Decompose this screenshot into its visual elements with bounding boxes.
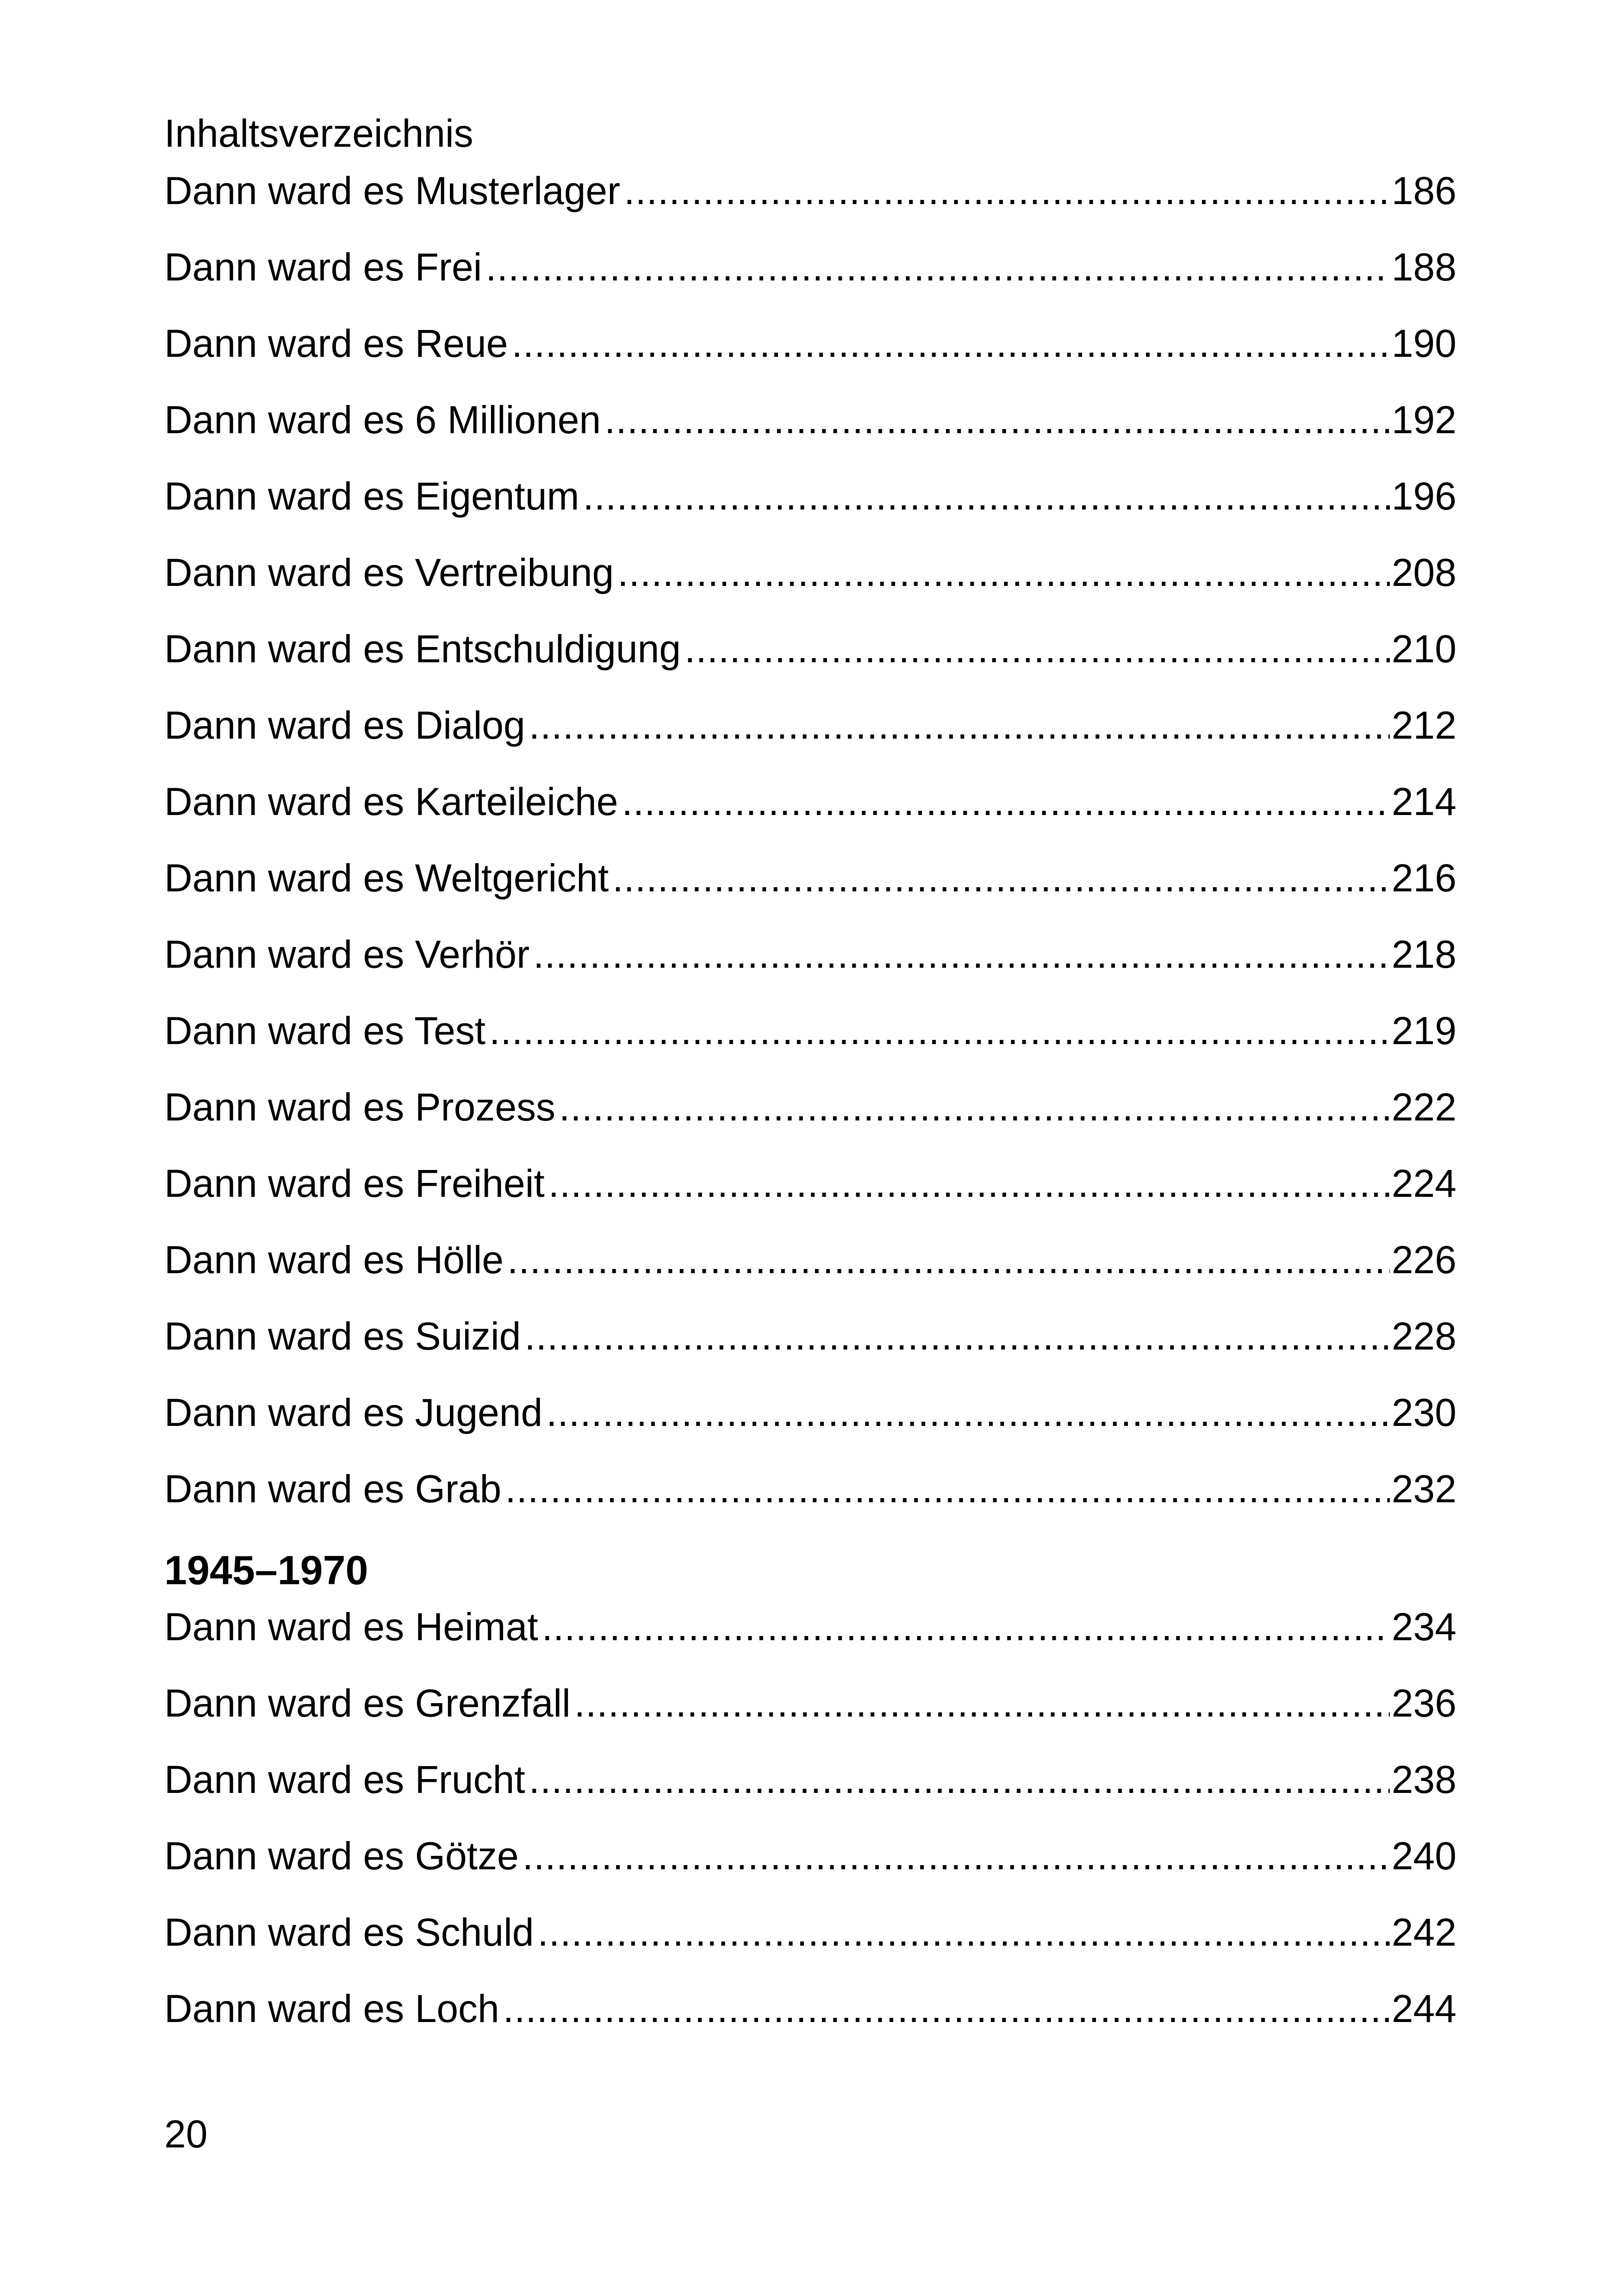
dot-leader xyxy=(622,776,1390,827)
toc-entry-title: Dann ward es Karteileiche xyxy=(164,780,618,823)
toc-entry-title: Dann ward es Eigentum xyxy=(164,474,579,518)
dot-leader xyxy=(529,700,1390,751)
toc-entry xyxy=(164,1463,1456,1514)
dot-leader xyxy=(624,165,1390,216)
toc-entry-page: 186 xyxy=(1391,169,1456,212)
toc-entry-title: Dann ward es Freiheit xyxy=(164,1162,545,1205)
toc-entry-page: 238 xyxy=(1391,1758,1456,1801)
dot-leader xyxy=(489,1005,1390,1056)
dot-leader xyxy=(548,1158,1390,1209)
toc-entry xyxy=(164,394,1456,445)
toc-entry-title: Dann ward es Frei xyxy=(164,245,482,289)
dot-leader xyxy=(537,1907,1389,1958)
toc-entry-page: 219 xyxy=(1391,1009,1456,1052)
toc-entry-title: Dann ward es Dialog xyxy=(164,703,525,747)
section-heading: 1945–1970 xyxy=(164,1547,368,1593)
toc-entry-page: 242 xyxy=(1391,1910,1456,1954)
toc-entry-title: Dann ward es Musterlager xyxy=(164,169,621,212)
toc-entry xyxy=(164,1082,1456,1132)
toc-entry-page: 216 xyxy=(1391,856,1456,900)
toc-entry xyxy=(164,1387,1456,1438)
dot-leader xyxy=(542,1601,1390,1652)
toc-entry xyxy=(164,318,1456,369)
toc-entry xyxy=(164,1983,1456,2034)
toc-entry-page: 240 xyxy=(1391,1834,1456,1878)
toc-entry-page: 212 xyxy=(1391,703,1456,747)
toc-entry xyxy=(164,1678,1456,1729)
toc-entry-page: 228 xyxy=(1391,1314,1456,1358)
dot-leader xyxy=(503,1983,1390,2034)
toc-entry xyxy=(164,700,1456,751)
toc-entry-page: 218 xyxy=(1391,933,1456,976)
toc-entry xyxy=(164,1754,1456,1805)
toc-entry-title: Dann ward es Grab xyxy=(164,1467,502,1511)
toc-entry-page: 224 xyxy=(1391,1162,1456,1205)
dot-leader xyxy=(574,1678,1390,1729)
toc-entry-title: Dann ward es Hölle xyxy=(164,1238,504,1282)
toc-entry-page: 196 xyxy=(1391,474,1456,518)
toc-entry xyxy=(164,1158,1456,1209)
toc-entry xyxy=(164,1601,1456,1652)
toc-entry-page: 210 xyxy=(1391,627,1456,671)
toc-entry-title: Dann ward es Prozess xyxy=(164,1085,556,1129)
toc-entry-page: 234 xyxy=(1391,1605,1456,1649)
toc-entry xyxy=(164,1830,1456,1881)
book-page xyxy=(164,0,1456,2296)
toc-entry-title: Dann ward es Verhör xyxy=(164,933,530,976)
running-head: Inhaltsverzeichnis xyxy=(164,112,473,155)
dot-leader xyxy=(559,1082,1390,1132)
toc-entry xyxy=(164,547,1456,598)
toc-entry-page: 214 xyxy=(1391,780,1456,823)
dot-leader xyxy=(546,1387,1390,1438)
toc-entry xyxy=(164,1005,1456,1056)
dot-leader xyxy=(524,1311,1389,1362)
toc-entry-title: Dann ward es Götze xyxy=(164,1834,519,1878)
dot-leader xyxy=(617,547,1390,598)
dot-leader xyxy=(604,394,1390,445)
toc-entry-page: 236 xyxy=(1391,1681,1456,1725)
toc-entry xyxy=(164,776,1456,827)
toc-entry-page: 192 xyxy=(1391,398,1456,442)
dot-leader xyxy=(583,471,1389,522)
toc-entry-title: Dann ward es 6 Millionen xyxy=(164,398,601,442)
toc-entry-title: Dann ward es Reue xyxy=(164,322,508,365)
dot-leader xyxy=(533,929,1390,980)
toc-entry xyxy=(164,623,1456,674)
toc-entry-page: 222 xyxy=(1391,1085,1456,1129)
toc-entry-page: 232 xyxy=(1391,1467,1456,1511)
toc-entry xyxy=(164,852,1456,903)
dot-leader xyxy=(505,1463,1389,1514)
dot-leader xyxy=(529,1754,1390,1805)
toc-entry xyxy=(164,929,1456,980)
toc-entry-page: 226 xyxy=(1391,1238,1456,1282)
toc-entry xyxy=(164,1907,1456,1958)
dot-leader xyxy=(685,623,1390,674)
dot-leader xyxy=(612,852,1390,903)
toc-entry xyxy=(164,471,1456,522)
toc-entry xyxy=(164,165,1456,216)
toc-entry-title: Dann ward es Schuld xyxy=(164,1910,534,1954)
toc-entry-title: Dann ward es Loch xyxy=(164,1987,499,2030)
toc-entry-page: 188 xyxy=(1391,245,1456,289)
toc-entry-title: Dann ward es Suizid xyxy=(164,1314,521,1358)
dot-leader xyxy=(507,1234,1390,1285)
toc-entry-page: 208 xyxy=(1391,551,1456,594)
toc-entry-title: Dann ward es Grenzfall xyxy=(164,1681,571,1725)
toc-entry-title: Dann ward es Vertreibung xyxy=(164,551,614,594)
dot-leader xyxy=(523,1830,1390,1881)
toc-entry-title: Dann ward es Jugend xyxy=(164,1391,543,1434)
toc-entry-title: Dann ward es Weltgericht xyxy=(164,856,609,900)
page-number: 20 xyxy=(164,2112,208,2156)
toc-entry-page: 230 xyxy=(1391,1391,1456,1434)
toc-entry xyxy=(164,242,1456,292)
toc-entry-title: Dann ward es Frucht xyxy=(164,1758,525,1801)
toc-entry-title: Dann ward es Test xyxy=(164,1009,486,1052)
toc-entry-page: 190 xyxy=(1391,322,1456,365)
toc-entry xyxy=(164,1234,1456,1285)
toc-entry-page: 244 xyxy=(1391,1987,1456,2030)
dot-leader xyxy=(511,318,1389,369)
toc-entry-title: Dann ward es Entschuldigung xyxy=(164,627,681,671)
dot-leader xyxy=(485,242,1390,292)
toc-entry xyxy=(164,1311,1456,1362)
toc-entry-title: Dann ward es Heimat xyxy=(164,1605,538,1649)
